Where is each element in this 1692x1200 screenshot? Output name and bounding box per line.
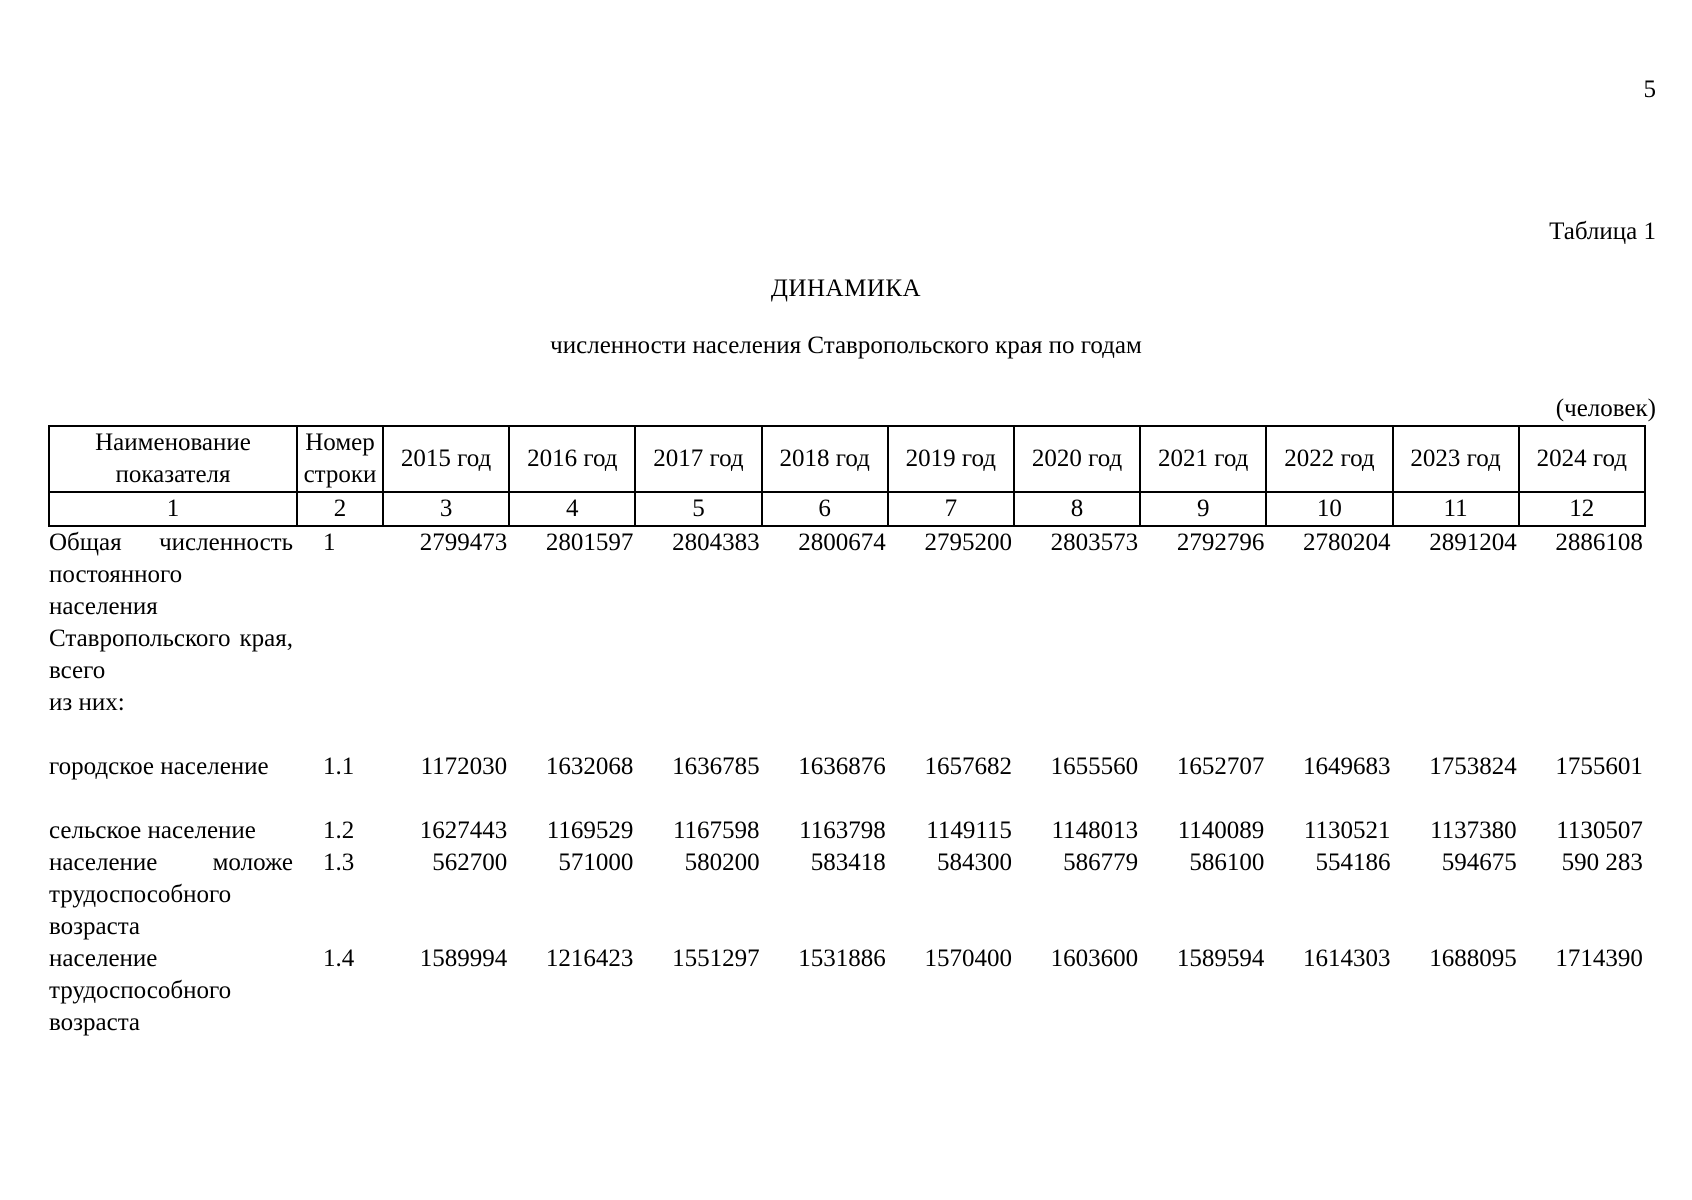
page-number: 5	[1643, 76, 1656, 103]
header-year: 2022 год	[1266, 426, 1392, 492]
column-index: 8	[1014, 492, 1140, 526]
row-value: 1636876	[798, 753, 886, 780]
column-index: 3	[383, 492, 509, 526]
row-value: 1216423	[545, 945, 634, 972]
header-row-number	[297, 426, 383, 492]
table-row	[49, 526, 1645, 687]
row-value: 1755601	[1555, 753, 1643, 780]
row-value: 594675	[1441, 849, 1517, 876]
row-value: 2801597	[545, 529, 634, 556]
row-value: 1657682	[924, 753, 1012, 780]
header-year: 2018 год	[762, 426, 888, 492]
row-value: 2792796	[1176, 529, 1265, 556]
row-value: 1627443	[419, 817, 508, 844]
row-value: 1169529	[546, 817, 634, 844]
row-number: 1.3	[323, 849, 355, 876]
header-year: 2019 год	[888, 426, 1014, 492]
row-number: 1.2	[323, 817, 355, 844]
table-row	[49, 815, 1645, 847]
row-value: 1632068	[545, 753, 634, 780]
row-value: 2780204	[1303, 529, 1391, 556]
row-value: 580200	[684, 849, 760, 876]
row-value: 571000	[558, 849, 634, 876]
row-value: 1714390	[1555, 945, 1643, 972]
table-row	[49, 943, 1645, 1039]
header-year: 2023 год	[1393, 426, 1519, 492]
document-title: ДИНАМИКА	[770, 275, 922, 302]
column-index: 11	[1393, 492, 1519, 526]
column-index: 5	[635, 492, 761, 526]
header-row-number-line2: строки	[303, 461, 377, 488]
header-year: 2020 год	[1014, 426, 1140, 492]
row-value: 1167598	[672, 817, 760, 844]
row-value: 1753824	[1429, 753, 1517, 780]
header-year: 2024 год	[1519, 426, 1645, 492]
row-value: 1163798	[799, 817, 886, 844]
row-value: 590 283	[1561, 849, 1643, 876]
row-value: 554186	[1315, 849, 1391, 876]
row-value: 583418	[810, 849, 886, 876]
column-index: 9	[1140, 492, 1266, 526]
row-value: 1589994	[419, 945, 508, 972]
unit-label: (человек)	[1555, 395, 1656, 422]
row-value: 1130521	[1303, 817, 1391, 844]
row-value: 1551297	[672, 945, 760, 972]
row-value: 1570400	[924, 945, 1012, 972]
header-year: 2021 год	[1140, 426, 1266, 492]
table-row	[49, 847, 1645, 943]
row-number: 1.4	[323, 945, 355, 972]
row-value: 2795200	[924, 529, 1012, 556]
row-value: 2800674	[798, 529, 886, 556]
row-value: 1614303	[1303, 945, 1391, 972]
header-year: 2017 год	[635, 426, 761, 492]
row-value: 1636785	[672, 753, 760, 780]
row-value: 586100	[1189, 849, 1265, 876]
population-table	[48, 425, 1646, 1039]
column-index: 2	[297, 492, 383, 526]
row-value: 1531886	[798, 945, 886, 972]
subheading: из них:	[49, 689, 125, 716]
row-value: 1655560	[1050, 753, 1139, 780]
row-value: 1148013	[1051, 817, 1139, 844]
column-index: 6	[762, 492, 888, 526]
row-value: 2891204	[1429, 529, 1517, 556]
table-header-row	[49, 426, 1645, 492]
row-number: 1	[323, 529, 336, 556]
row-value: 1589594	[1176, 945, 1265, 972]
row-name: население трудоспособного возраста	[49, 945, 232, 1036]
row-value: 1140089	[1177, 817, 1265, 844]
header-year: 2016 год	[509, 426, 635, 492]
column-index-row	[49, 492, 1645, 526]
row-name: Общая численность постоянного населения Ставропольского края, всего	[49, 529, 293, 684]
row-value: 1603600	[1050, 945, 1139, 972]
row-value: 1149115	[926, 817, 1012, 844]
column-index: 4	[509, 492, 635, 526]
row-value: 2886108	[1555, 529, 1643, 556]
header-indicator-name: Наименование показателя	[49, 426, 297, 492]
row-name: городское население	[49, 753, 269, 780]
column-index: 10	[1266, 492, 1392, 526]
table-caption: Таблица 1	[1549, 218, 1656, 245]
document-subtitle: численности населения Ставропольского края по годам	[550, 332, 1142, 359]
row-value: 1652707	[1176, 753, 1265, 780]
row-value: 2799473	[419, 529, 508, 556]
header-year: 2015 год	[383, 426, 509, 492]
column-index: 7	[888, 492, 1014, 526]
header-row-number-line1: Номер	[305, 429, 375, 456]
column-index: 12	[1519, 492, 1645, 526]
row-value: 1649683	[1303, 753, 1391, 780]
row-value: 1137380	[1430, 817, 1517, 844]
table-row	[49, 751, 1645, 815]
row-value: 586779	[1063, 849, 1139, 876]
row-number: 1.1	[323, 753, 355, 780]
row-name: сельское население	[49, 817, 256, 844]
row-value: 1688095	[1429, 945, 1517, 972]
table-subheading-row	[49, 687, 1645, 751]
row-value: 1130507	[1556, 817, 1643, 844]
column-index: 1	[49, 492, 297, 526]
row-value: 562700	[432, 849, 508, 876]
row-value: 2803573	[1050, 529, 1139, 556]
row-name: население моложе трудоспособного возраста	[49, 849, 293, 940]
row-value: 2804383	[672, 529, 760, 556]
row-value: 584300	[936, 849, 1012, 876]
row-value: 1172030	[420, 753, 508, 780]
